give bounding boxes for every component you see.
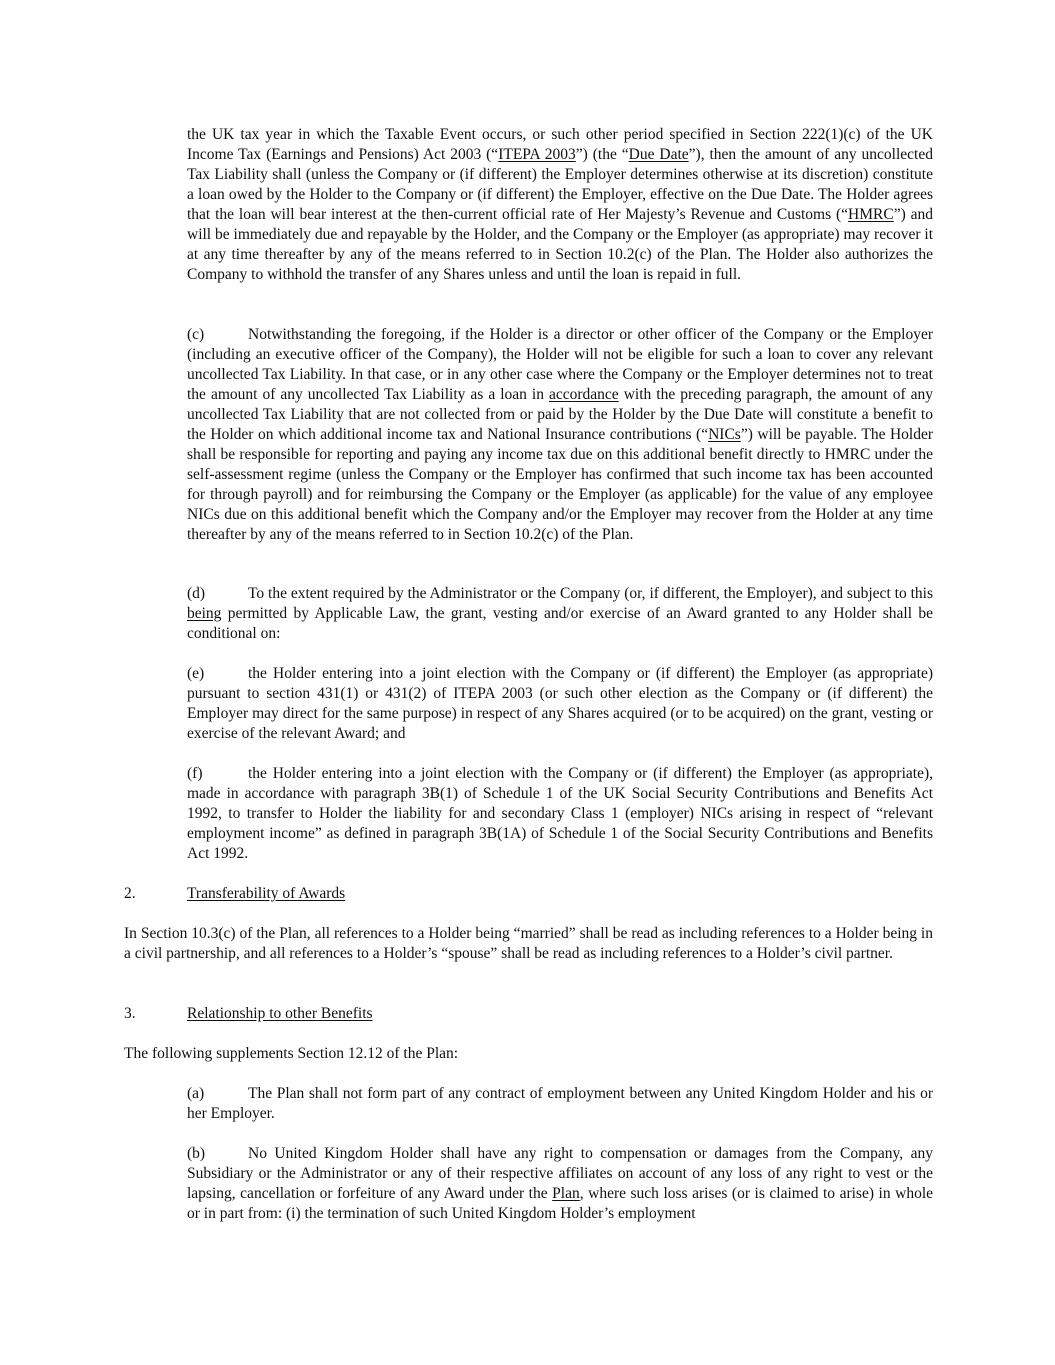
section-number: 3. — [124, 1005, 136, 1022]
defined-term-hmrc: HMRC — [848, 206, 894, 223]
underlined-word: being — [187, 605, 222, 622]
section-3-paragraph-a — [187, 1084, 933, 1124]
text-run: permitted by Applicable Law, the grant, vesting and/or exercise of an Award granted to any Holder shall be conditional on: — [187, 605, 933, 642]
paragraph-label: (a) — [187, 1085, 205, 1102]
text-run: with the preceding paragraph, the amount of any uncollected Tax Liability that are not collected from or paid by the Holder by the Due Date will constitute a benefit to the Holder on which additional income tax and National Insurance contributions (“ — [187, 386, 933, 443]
text-run: the UK tax year in which the Taxable Event occurs, or such other period specified in Section 222(1)(c) of the UK Income Tax (Earnings and Pensions) Act 2003 (“ — [187, 126, 933, 163]
section-title: Relationship to other Benefits — [187, 1005, 373, 1022]
text-run: ”) and will be immediately due and repayable by the Holder, and the Company or the Employer (as appropriate) may recover it at any time thereafter by any of the means referred to in Section 10.2(c) of the Plan. The Holder also authorizes the Company to withhold the transfer of any Shares unless and until the loan is repaid in full. — [187, 206, 933, 283]
paragraph-b-continuation — [187, 125, 933, 285]
paragraph-label: (e) — [187, 665, 205, 682]
text-run: ”) (the “ — [575, 146, 629, 163]
paragraph-e — [187, 664, 933, 744]
paragraph-f — [187, 764, 933, 864]
defined-term-due-date: Due Date — [628, 146, 689, 163]
text-run: The Plan shall not form part of any contract of employment between any United Kingdom Holder and his or her Employer. — [187, 1085, 933, 1122]
text-run: No United Kingdom Holder shall have any right to compensation or damages from the Company, any Subsidiary or the Administrator or any of their respective affiliates on account of any loss of any right to vest or the lapsing, cancellation or forfeiture of any Award under the — [187, 1145, 933, 1202]
section-3-heading — [124, 1004, 373, 1024]
paragraph-label: (b) — [187, 1145, 206, 1162]
section-3-paragraph-b — [187, 1144, 933, 1224]
text-run: To the extent required by the Administrator or the Company (or, if different, the Employer), and subject to this — [248, 585, 933, 602]
underlined-word: Plan — [552, 1185, 580, 1202]
text-run: the Holder entering into a joint election with the Company or (if different) the Employer (as appropriate), made in accordance with paragraph 3B(1) of Schedule 1 of the UK Social Security Contributions and Benefits Act 1992, to transfer to Holder the liability for and secondary Class 1 (employer) NICs arising in respect of “relevant employment income” as defined in paragraph 3B(1A) of Schedule 1 of the Social Security Contributions and Benefits Act 1992. — [187, 765, 933, 862]
section-title: Transferability of Awards — [187, 885, 346, 902]
section-2-heading — [124, 884, 345, 904]
underlined-word: accordance — [549, 386, 619, 403]
text-run: ”), then the amount of any uncollected Tax Liability shall (unless the Company or (if different) the Employer determines otherwise at its discretion) constitute a loan owed by the Holder to the Company or (if different) the Employer, effective on the Due Date. The Holder agrees that the loan will bear interest at the then-current official rate of Her Majesty’s Revenue and Customs (“ — [187, 146, 933, 223]
paragraph-label: (f) — [187, 765, 203, 782]
defined-term-nics: NICs — [708, 426, 741, 443]
section-2-body: In Section 10.3(c) of the Plan, all references to a Holder being “married” shall be read as including references to a Holder being in a civil partnership, and all references to a Holder’s “spouse” shall be read as including references to a Holder’s civil partner. — [124, 925, 933, 962]
paragraph-label: (d) — [187, 585, 206, 602]
paragraph-c — [187, 325, 933, 545]
text-run: the Holder entering into a joint election with the Company or (if different) the Employer (as appropriate) pursuant to section 431(1) or 431(2) of ITEPA 2003 (or such other election as the Company or (if different) the Employer may direct for the same purpose) in respect of any Shares acquired (or to be acquired) on the grant, vesting or exercise of the relevant Award; and — [187, 665, 933, 742]
text-run: ”) will be payable. The Holder shall be responsible for reporting and paying any income tax due on this additional benefit directly to HMRC under the self-assessment regime (unless the Company or the Employer has confirmed that such income tax has been accounted for through payroll) and for reimbursing the Company or the Employer (as applicable) for the value of any employee NICs due on this additional benefit which the Company and/or the Employer may recover from the Holder at any time thereafter by any of the means referred to in Section 10.2(c) of the Plan. — [187, 426, 933, 543]
section-3-intro: The following supplements Section 12.12 of the Plan: — [124, 1045, 459, 1062]
defined-term-itepa: ITEPA 2003 — [498, 146, 576, 163]
section-number: 2. — [124, 885, 136, 902]
text-run: , where such loss arises (or is claimed to arise) in whole or in part from: (i) the termination of such United Kingdom Holder’s employment — [187, 1185, 933, 1222]
paragraph-label: (c) — [187, 326, 205, 343]
text-run: Notwithstanding the foregoing, if the Holder is a director or other officer of the Company or the Employer (including an executive officer of the Company), the Holder will not be eligible for such a loan to cover any relevant uncollected Tax Liability. In that case, or in any other case where the Company or the Employer determines not to treat the amount of any uncollected Tax Liability as a loan in — [187, 326, 933, 403]
paragraph-d — [187, 584, 933, 644]
